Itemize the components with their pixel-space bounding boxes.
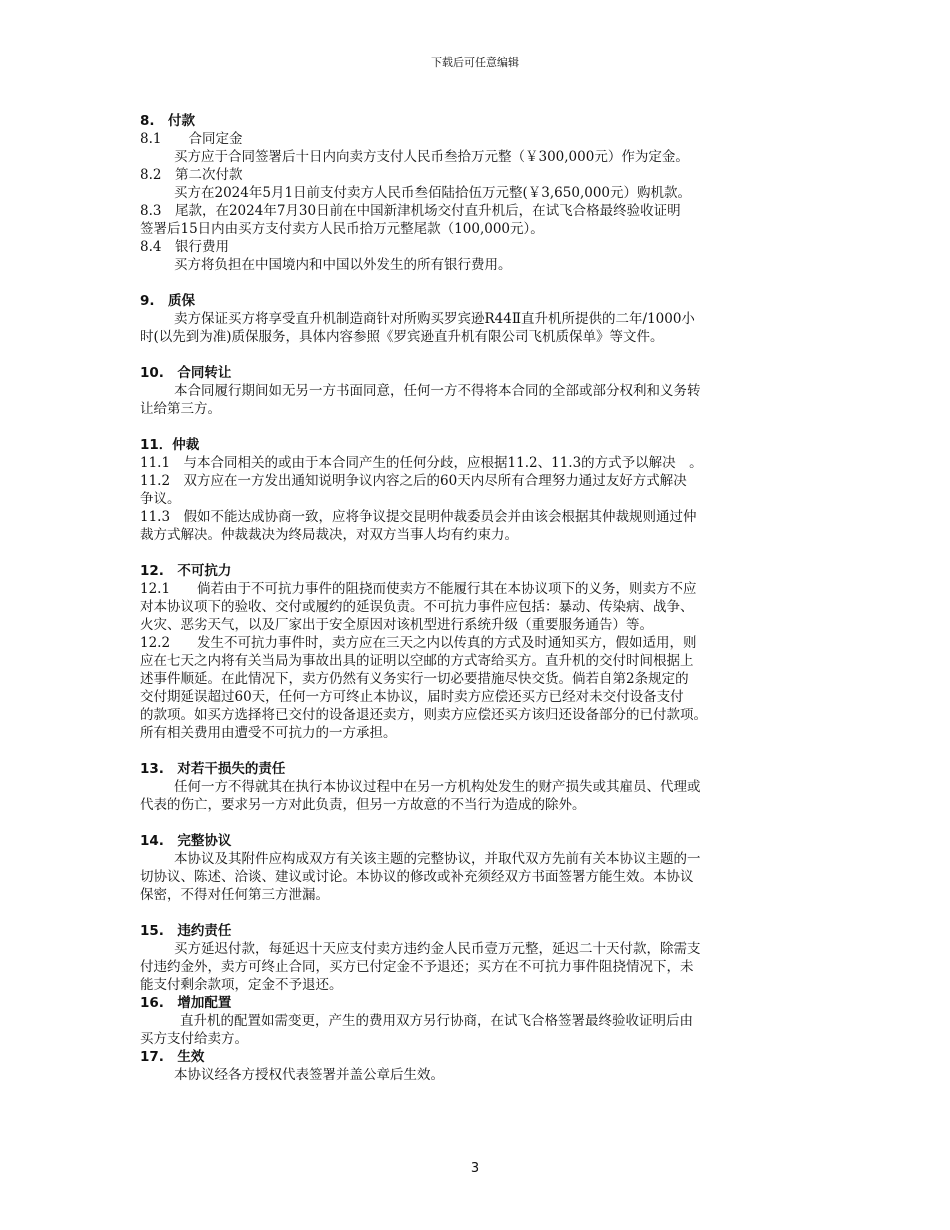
section-17-text: 本协议经各方授权代表签署并盖公章后生效。 xyxy=(174,1067,444,1083)
section-14-text-cont-2: 保密，不得对任何第三方泄漏。 xyxy=(140,887,329,903)
section-8-3-cont: 签署后15日内由买方支付卖方人民币拾万元整尾款（100,000元）。 xyxy=(140,221,544,237)
section-12-2-cont-4: 的款项。如买方选择将已交付的设备退还卖方，则卖方应偿还买方该归还设备部分的已付款项。 xyxy=(140,707,707,723)
section-12-2-cont-1: 应在七天之内将有关当局为事故出具的证明以空邮的方式寄给买方。直升机的交付时间根据上 xyxy=(140,653,694,669)
section-10-title: 10. 合同转让 xyxy=(140,365,232,381)
section-11-1: 11.1 与本合同相关的或由于本合同产生的任何分歧，应根据11.2、11.3的方式予以解决 。 xyxy=(140,455,703,471)
section-13-title: 13. 对若干损失的责任 xyxy=(140,761,286,777)
section-15-text-cont-1: 付违约金外，卖方可终止合同，买方已付定金不予退还；买方在不可抗力事件阻挠情况下，未 xyxy=(140,959,694,975)
section-9-text-cont: 时(以先到为准)质保服务，具体内容参照《罗宾逊直升机有限公司飞机质保单》等文件。 xyxy=(140,329,664,345)
section-16-text: 直升机的配置如需变更，产生的费用双方另行协商，在试飞合格签署最终验收证明后由 xyxy=(180,1013,693,1029)
section-17-title: 17. 生效 xyxy=(140,1049,205,1065)
section-11-3-cont: 裁方式解决。仲裁裁决为终局裁决，对双方当事人均有约束力。 xyxy=(140,527,518,543)
section-11-3: 11.3 假如不能达成协商一致，应将争议提交昆明仲裁委员会并由该会根据其仲裁规则通过仲 xyxy=(140,509,697,525)
section-13-text-cont: 代表的伤亡，要求另一方对此负责，但另一方故意的不当行为造成的除外。 xyxy=(140,797,586,813)
section-11-2-cont: 争议。 xyxy=(140,491,181,507)
section-11-title: 11．仲裁 xyxy=(140,437,200,453)
section-15-title: 15. 违约责任 xyxy=(140,923,232,939)
section-12-2-cont-5: 所有相关费用由遭受不可抗力的一方承担。 xyxy=(140,725,397,741)
section-14-title: 14. 完整协议 xyxy=(140,833,232,849)
section-14-text-cont-1: 切协议、陈述、洽谈、建议或讨论。本协议的修改或补充须经双方书面签署方能生效。本协议 xyxy=(140,869,694,885)
section-14-text: 本协议及其附件应构成双方有关该主题的完整协议，并取代双方先前有关本协议主题的一 xyxy=(174,851,701,867)
section-12-1-cont-2: 火灾、恶劣天气，以及厂家出于安全原因对该机型进行系统升级（重要服务通告）等。 xyxy=(140,617,653,633)
section-8-3: 8.3 尾款，在2024年7月30日前在中国新津机场交付直升机后，在试飞合格最终验收证明 xyxy=(140,203,681,219)
page-number: 3 xyxy=(470,1161,480,1176)
section-16-text-cont: 买方支付给卖方。 xyxy=(140,1031,248,1047)
page-header: 下载后可任意编辑 xyxy=(431,56,519,69)
section-16-title: 16. 增加配置 xyxy=(140,995,232,1011)
section-11-2: 11.2 双方应在一方发出通知说明争议内容之后的60天内尽所有合理努力通过友好方式解决 xyxy=(140,473,687,489)
section-8-1: 8.1 合同定金 xyxy=(140,131,243,147)
section-9-text: 卖方保证买方将享受直升机制造商针对所购买罗宾逊R44Ⅱ直升机所提供的二年/1000小 xyxy=(174,311,695,327)
section-15-text: 买方延迟付款，每延迟十天应支付卖方违约金人民币壹万元整，延迟二十天付款，除需支 xyxy=(174,941,701,957)
section-8-title: 8. 付款 xyxy=(140,113,196,129)
section-15-text-cont-2: 能支付剩余款项，定金不予退还。 xyxy=(140,977,343,993)
section-12-1-cont-1: 对本协议项下的验收、交付或履约的延误负责。不可抗力事件应包括：暴动、传染病、战争、 xyxy=(140,599,694,615)
section-12-1: 12.1 倘若由于不可抗力事件的阻挠而使卖方不能履行其在本协议项下的义务，则卖方不应 xyxy=(140,581,697,597)
section-12-2-cont-2: 述事件顺延。在此情况下，卖方仍然有义务实行一切必要措施尽快交货。倘若自第2条规定的 xyxy=(140,671,689,687)
section-8-2: 8.2 第二次付款 xyxy=(140,167,243,183)
section-10-text-cont: 让给第三方。 xyxy=(140,401,221,417)
section-8-4: 8.4 银行费用 xyxy=(140,239,229,255)
section-8-4-text: 买方将负担在中国境内和中国以外发生的所有银行费用。 xyxy=(174,257,512,273)
document-body xyxy=(140,112,830,1084)
section-8-1-text: 买方应于合同签署后十日内向卖方支付人民币叁拾万元整（￥300,000元）作为定金。 xyxy=(174,149,689,165)
section-10-text: 本合同履行期间如无另一方书面同意，任何一方不得将本合同的全部或部分权利和义务转 xyxy=(174,383,701,399)
section-13-text: 任何一方不得就其在执行本协议过程中在另一方机构处发生的财产损失或其雇员、代理或 xyxy=(174,779,701,795)
section-8-2-text: 买方在2024年5月1日前支付卖方人民币叁佰陆拾伍万元整(￥3,650,000元）购机款。 xyxy=(174,185,692,201)
section-12-2: 12.2 发生不可抗力事件时，卖方应在三天之内以传真的方式及时通知买方，假如适用，则 xyxy=(140,635,697,651)
section-12-title: 12. 不可抗力 xyxy=(140,563,232,579)
section-12-2-cont-3: 交付期延误超过60天，任何一方可终止本协议，届时卖方应偿还买方已经对未交付设备支付 xyxy=(140,689,684,705)
section-9-title: 9. 质保 xyxy=(140,293,196,309)
